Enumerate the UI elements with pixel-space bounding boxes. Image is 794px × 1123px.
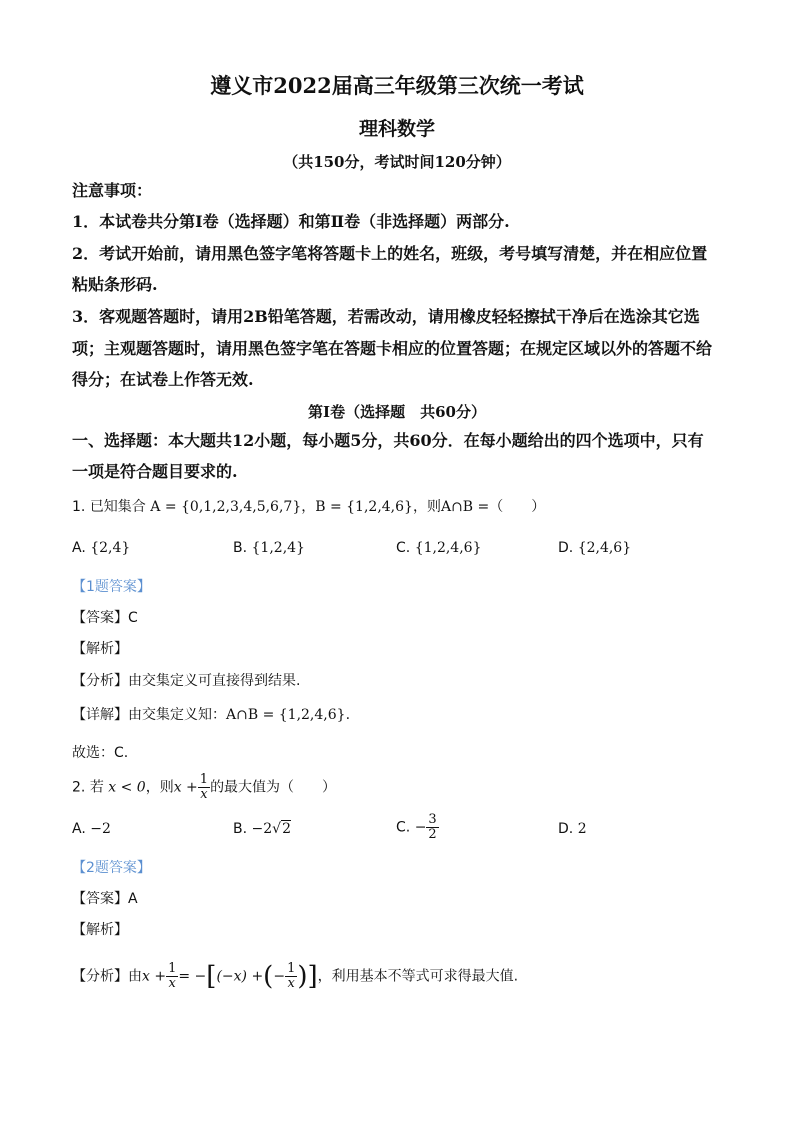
section-title: 第Ⅰ卷（选择题 共60分）	[308, 403, 486, 421]
q1-sep: ，	[301, 499, 316, 515]
q2-option-d[interactable]: D. 2	[558, 821, 587, 837]
exam-info: （共150分，考试时间120分钟）	[283, 153, 511, 171]
exam-subject: 理科数学	[358, 118, 435, 140]
exam-title: 遵义市2022届高三年级第三次统一考试	[210, 73, 584, 98]
question-1	[72, 497, 545, 517]
q1-fenxi: 【分析】由交集定义可直接得到结果.	[72, 673, 301, 689]
left-bracket: [	[206, 961, 217, 992]
sqrt-symbol: √	[272, 821, 282, 837]
q2-fenxi: 【分析】由x + $\frac{1}{x}$ = −[(−x) +(− $\frac{1}{x}$ )]，利用基本不等式可求得最大值.	[72, 961, 519, 992]
note-3c: 得分；在试卷上作答无效.	[72, 370, 254, 389]
q1-option-d[interactable]: D. {2,4,6}	[558, 540, 632, 556]
right-paren: )	[297, 961, 308, 992]
q1-choose: 故选：C.	[72, 745, 129, 761]
note-3a: 3．客观题答题时，请用2B铅笔答题，若需改动，请用橡皮轻轻擦拭干净后在选涂其它选	[72, 307, 700, 326]
q2-fraction: $\frac{1}{x}$	[199, 772, 209, 802]
q1-jiexi: 【解析】	[72, 641, 128, 657]
note-3b: 项；主观题答题时，请用黑色签字笔在答题卡相应的位置答题；在规定区域以外的答题不给	[72, 339, 713, 358]
q1-expr: A∩B =	[440, 499, 490, 515]
right-bracket: ]	[307, 961, 318, 992]
note-1: 1．本试卷共分第Ⅰ卷（选择题）和第Ⅱ卷（非选择题）两部分.	[72, 212, 510, 231]
section-intro-b: 一项是符合题目要求的.	[72, 462, 238, 481]
q2-answer: 【答案】A	[72, 891, 138, 907]
q1-post: ，则	[412, 499, 441, 515]
q2-option-b[interactable]: B. −2√2	[233, 821, 291, 837]
q2-answer-tag: 【2题答案】	[72, 860, 151, 876]
q2-jiexi: 【解析】	[72, 922, 128, 938]
q2-option-a[interactable]: A. −2	[72, 821, 111, 837]
q1-option-a[interactable]: A. {2,4}	[72, 540, 131, 556]
q1-number: 1.	[72, 499, 86, 515]
q1-xiangjie: 【详解】由交集定义知：A∩B = {1,2,4,6}.	[72, 707, 351, 723]
left-paren: (	[263, 961, 274, 992]
q1-paren: （ ）	[489, 499, 546, 515]
q1-set-b: B = {1,2,4,6}	[315, 499, 413, 515]
notes-heading: 注意事项：	[72, 181, 153, 200]
section-intro-a: 一、选择题：本大题共12小题，每小题5分，共60分．在每小题给出的四个选项中，只有	[72, 431, 704, 450]
q1-option-b[interactable]: B. {1,2,4}	[233, 540, 305, 556]
q1-answer-tag: 【1题答案】	[72, 579, 151, 595]
note-2a: 2．考试开始前，请用黑色签字笔将答题卡上的姓名，班级，考号填写清楚，并在相应位置	[72, 244, 708, 263]
q1-answer: 【答案】C	[72, 610, 138, 626]
q1-option-c[interactable]: C. {1,2,4,6}	[396, 540, 482, 556]
q1-set-a: A = {0,1,2,3,4,5,6,7}	[150, 499, 302, 515]
q2-option-c[interactable]: C. − $\frac{3}{2}$	[396, 812, 437, 842]
question-2: 2. 若 x < 0，则x + $\frac{1}{x}$ 的最大值为（ ）	[72, 772, 337, 802]
q1-pre: 已知集合	[89, 499, 146, 515]
note-2b: 粘贴条形码.	[72, 275, 158, 294]
